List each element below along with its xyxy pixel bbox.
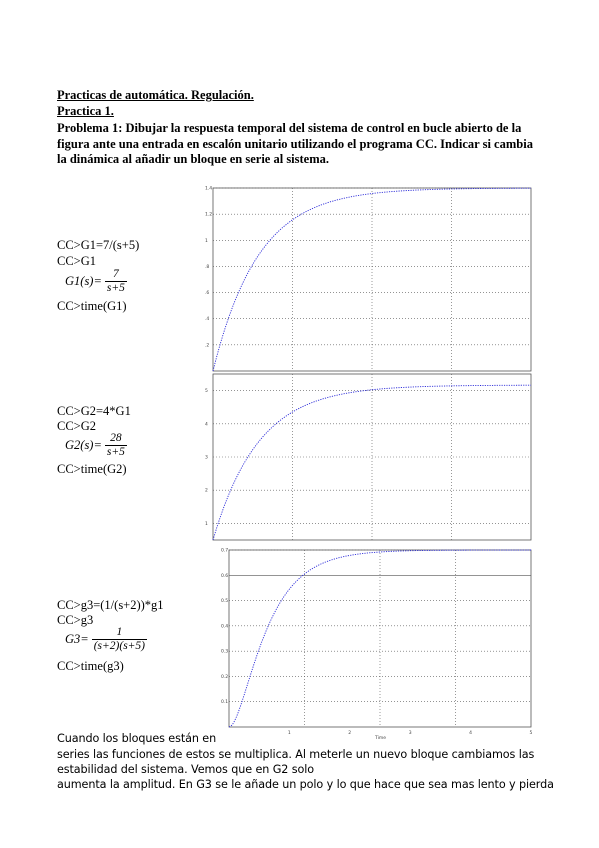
tf-fraction: [92, 626, 147, 653]
tf-fraction: [105, 268, 127, 295]
y-tick-label: .6: [205, 291, 210, 297]
x-tick-label: 2: [348, 731, 352, 736]
transfer-function-g2: [65, 432, 127, 459]
cmd-define-g1: CC>G1=7/(s+5): [57, 238, 140, 252]
tf-numerator: 1: [116, 626, 123, 638]
y-tick-label: 0.6: [221, 573, 229, 579]
conclusion-line-3: estabilidad del sistema. Vemos que en G2 solo: [57, 763, 314, 776]
tf-numerator: 28: [110, 432, 122, 444]
y-tick-label: .4: [205, 317, 210, 323]
y-tick-label: 1.2: [205, 212, 213, 218]
transfer-function-g1: [65, 268, 127, 295]
tf-denominator: s+5: [106, 282, 125, 294]
step-response-plot-g3: [201, 542, 541, 742]
x-tick-label: 4: [469, 731, 472, 736]
x-tick-label: 3: [408, 731, 412, 736]
cmd-define-g3: CC>g3=(1/(s+2))*g1: [57, 598, 164, 612]
tf-fraction: [105, 432, 127, 459]
tf-numerator: 7: [113, 268, 119, 280]
y-tick-label: 0.7: [221, 548, 229, 554]
y-tick-label: 0.5: [221, 599, 229, 605]
conclusion-line-1: Cuando los bloques están en: [57, 732, 217, 745]
step-response-plot-g2: [201, 372, 531, 542]
y-tick-label: 5: [205, 389, 208, 395]
tf-lhs: G3=: [65, 632, 89, 646]
problem-statement: Problema 1: Dibujar la respuesta temporal del sistema de control en bucle abierto de la figura ante una entrada en escalón unitario utilizando el programa CC. Indicar si cambia la dinámica al añadir un bloque en serie al sistema.: [57, 121, 533, 166]
conclusion-line-2: series las funciones de estos se multiplica. Al meterle un nuevo bloque cambiamos las: [57, 748, 535, 761]
document-title: Practicas de automática. Regulación.: [57, 88, 254, 102]
cmd-time-g2: CC>time(G2): [57, 462, 127, 476]
y-tick-label: 0.2: [221, 674, 229, 680]
x-tick-label: 5: [529, 731, 533, 736]
x-tick-label: 1: [287, 731, 291, 736]
y-tick-label: .8: [205, 264, 210, 270]
y-tick-label: 0.4: [221, 624, 229, 630]
tf-lhs: G1(s)=: [65, 274, 102, 288]
transfer-function-g3: [65, 626, 147, 653]
y-tick-label: 2: [205, 488, 208, 494]
y-tick-label: 0.3: [221, 649, 229, 655]
conclusion-line-4: aumenta la amplitud. En G3 se le añade un polo y lo que hace que sea mas lento y pierda: [57, 778, 554, 791]
y-tick-label: 0.1: [221, 700, 229, 706]
practice-heading: Practica 1.: [57, 104, 114, 118]
cmd-define-g2: CC>G2=4*G1: [57, 404, 131, 418]
cmd-show-g2: CC>G2: [57, 419, 97, 433]
step-response-plot-g1: [201, 184, 531, 374]
x-axis-label: Time: [375, 736, 387, 741]
tf-lhs: G2(s)=: [65, 438, 102, 452]
y-tick-label: 4: [205, 422, 208, 428]
y-tick-label: 1: [205, 238, 208, 244]
cmd-show-g1: CC>G1: [57, 254, 97, 268]
cmd-time-g1: CC>time(G1): [57, 299, 127, 313]
tf-denominator: s+5: [106, 446, 125, 458]
y-tick-label: .2: [205, 343, 210, 349]
y-tick-label: 1.4: [205, 186, 213, 192]
cmd-time-g3: CC>time(g3): [57, 659, 124, 673]
y-tick-label: 3: [205, 455, 208, 461]
cmd-show-g3: CC>g3: [57, 613, 94, 627]
y-tick-label: 1: [205, 521, 208, 527]
tf-denominator: (s+2)(s+5): [93, 640, 146, 652]
